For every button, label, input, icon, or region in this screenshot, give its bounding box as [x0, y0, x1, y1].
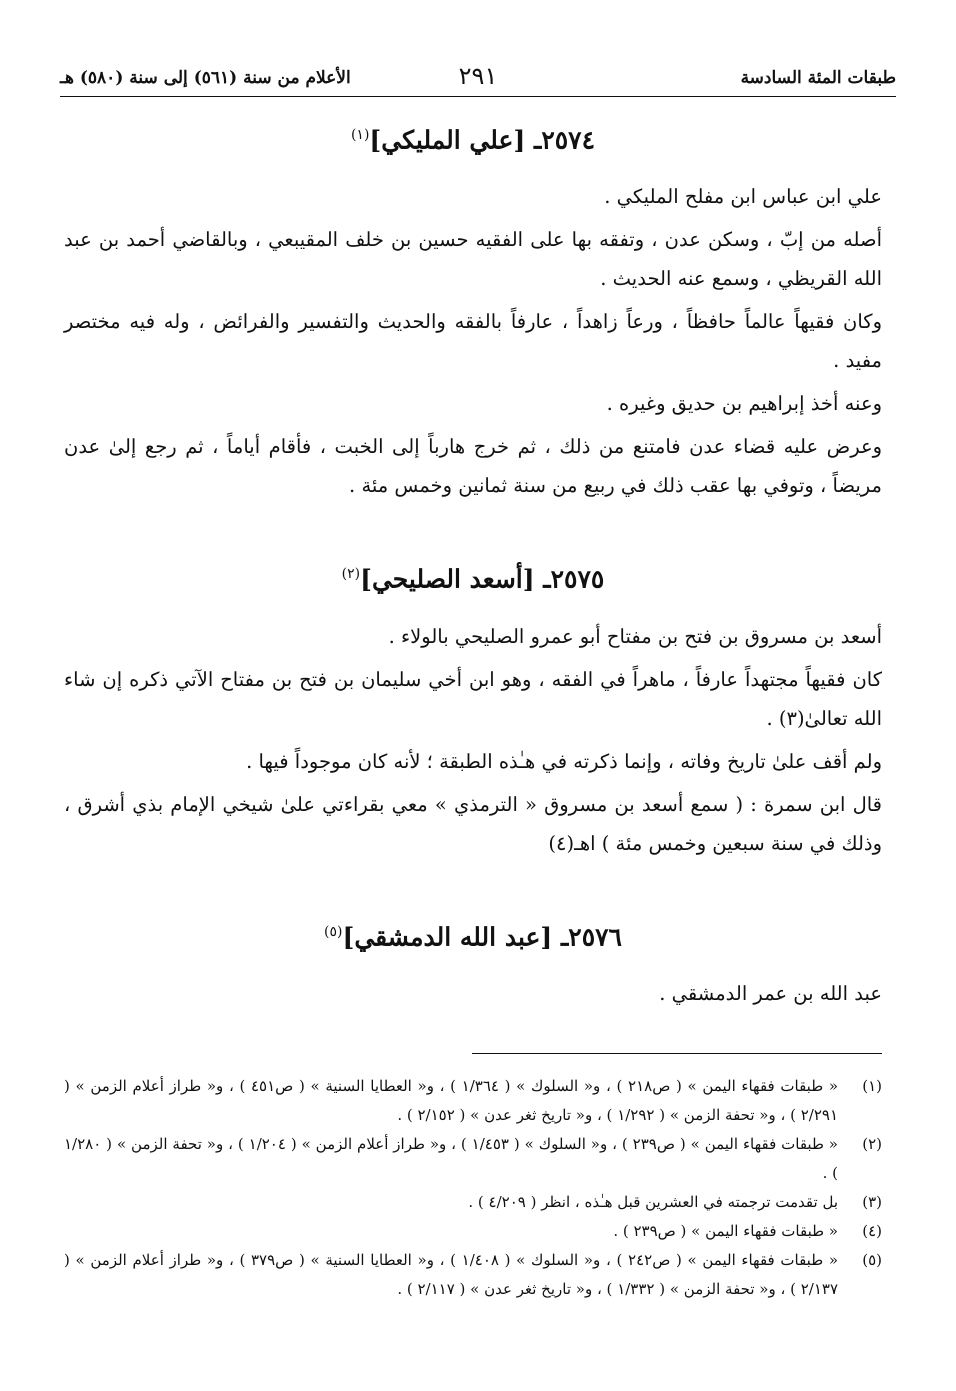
footnote — [64, 1130, 882, 1188]
entry-spacer — [64, 863, 882, 907]
footnotes — [64, 1072, 882, 1304]
paragraph: كان فقيهاً مجتهداً عارفاً ، ماهراً في الفقه ، وهو ابن أخي سليمان بن فتح بن مفتاح الآتي ذكره إن شاء الله تعالىٰ(٣) . — [64, 667, 882, 730]
entry-title — [64, 913, 882, 956]
footnote-ref: (١) — [350, 127, 370, 143]
footnote-ref: (٢) — [341, 566, 361, 583]
footnote-text: « طبقات فقهاء اليمن » ( ص٢٣٩ ) ، و« السلوك » ( ١/٤٥٣ ) ، و« طراز أعلام الزمن » ( ١/٢٠٤ ) ، و« تحفة الزمن » ( ١/٢٨٠ ) . — [64, 1135, 838, 1182]
footnote-text: « طبقات فقهاء اليمن » ( ص٢١٨ ) ، و« السلوك » ( ١/٣٦٤ ) ، و« العطايا السنية » ( ص٤٥١ ) ، و« طراز أعلام الزمن » ( ٢/٢٩١ ) ، و« تحفة الزمن » ( ١/٢٩٢ ) ، و« تاريخ ثغر عدن » ( ٢/١٥٢ ) . — [64, 1077, 838, 1124]
paragraph: عبد الله بن عمر الدمشقي . — [659, 981, 882, 1005]
entry-title-text: ٢٥٧٦ـ [عبد الله الدمشقي] — [342, 921, 622, 951]
entry-title-text: ٢٥٧٤ـ [علي المليكي] — [369, 125, 596, 155]
paragraph: قال ابن سمرة : ( سمع أسعد بن مسروق « الترمذي » معي بقراءتي علىٰ شيخي الإمام بذي أشرق ، وذلك في سنة سبعين وخمس مئة ) اهـ(٤) — [64, 792, 882, 855]
paragraph: أصله من إبّ ، وسكن عدن ، وتفقه بها على الفقيه حسين بن خلف المقيبعي ، وبالقاضي أحمد بن عبد الله القريظي ، وسمع عنه الحديث . — [64, 228, 882, 291]
footnote — [64, 1072, 882, 1130]
footnote-number: (٣) — [862, 1193, 882, 1211]
paragraph: أسعد بن مسروق بن فتح بن مفتاح أبو عمرو الصليحي بالولاء . — [388, 624, 882, 648]
footnote-text: بل تقدمت ترجمته في العشرين قبل هـٰذه ، انظر ( ٤/٢٠٩ ) . — [468, 1193, 838, 1211]
paragraph: وعنه أخذ إبراهيم بن حديق وغيره . — [606, 392, 882, 416]
footnote-number: (١) — [862, 1077, 882, 1095]
main-text — [64, 110, 882, 1013]
entry-title — [64, 116, 882, 159]
footnote — [64, 1217, 882, 1246]
footnote-text: « طبقات فقهاء اليمن » ( ص٢٣٩ ) . — [613, 1222, 838, 1240]
paragraph: علي ابن عباس ابن مفلح المليكي . — [604, 185, 882, 209]
footnote-divider — [472, 1053, 882, 1054]
footnote — [64, 1246, 882, 1304]
paragraph: وعرض عليه قضاء عدن فامتنع من ذلك ، ثم خرج هارباً إلى الخبت ، فأقام أياماً ، ثم رجع إلىٰ عدن مريضاً ، وتوفي بها عقب ذلك في ربيع من سنة ثمانين وخمس مئة . — [64, 435, 882, 498]
footnote-number: (٢) — [862, 1135, 882, 1153]
footnote-number: (٤) — [862, 1222, 882, 1240]
footnote-number: (٥) — [862, 1251, 882, 1269]
entry-title — [64, 555, 882, 598]
entry-2576 — [64, 913, 882, 1013]
footnote-ref: (٥) — [324, 923, 343, 940]
paragraph: وكان فقيهاً عالماً حافظاً ، ورعاً زاهداً ، عارفاً بالفقه والحديث والتفسير والفرائض ، وله فيه مختصر مفيد . — [64, 310, 882, 373]
header-range-title: الأعلام من سنة (٥٦١) إلى سنة (٥٨٠) هـ — [60, 68, 351, 88]
entry-title-text: ٢٥٧٥ـ [أسعد الصليحي] — [360, 564, 605, 594]
paragraph: ولم أقف علىٰ تاريخ وفاته ، وإنما ذكرته في هـٰذه الطبقة ؛ لأنه كان موجوداً فيها . — [246, 749, 882, 773]
header-divider — [60, 96, 896, 97]
page-number: ٢٩١ — [458, 62, 498, 90]
header-section-title: طبقات المئة السادسة — [740, 68, 896, 88]
entry-spacer — [64, 505, 882, 549]
entry-2574 — [64, 116, 882, 505]
footnote-text: « طبقات فقهاء اليمن » ( ص٢٤٢ ) ، و« السلوك » ( ١/٤٠٨ ) ، و« العطايا السنية » ( ص٣٧٩ ) ، و« طراز أعلام الزمن » ( ٢/١٣٧ ) ، و« تحفة الزمن » ( ١/٣٣٢ ) ، و« تاريخ ثغر عدن » ( ٢/١١٧ ) . — [64, 1251, 838, 1298]
running-header — [60, 62, 896, 94]
entry-2575 — [64, 555, 882, 862]
footnote — [64, 1188, 882, 1217]
